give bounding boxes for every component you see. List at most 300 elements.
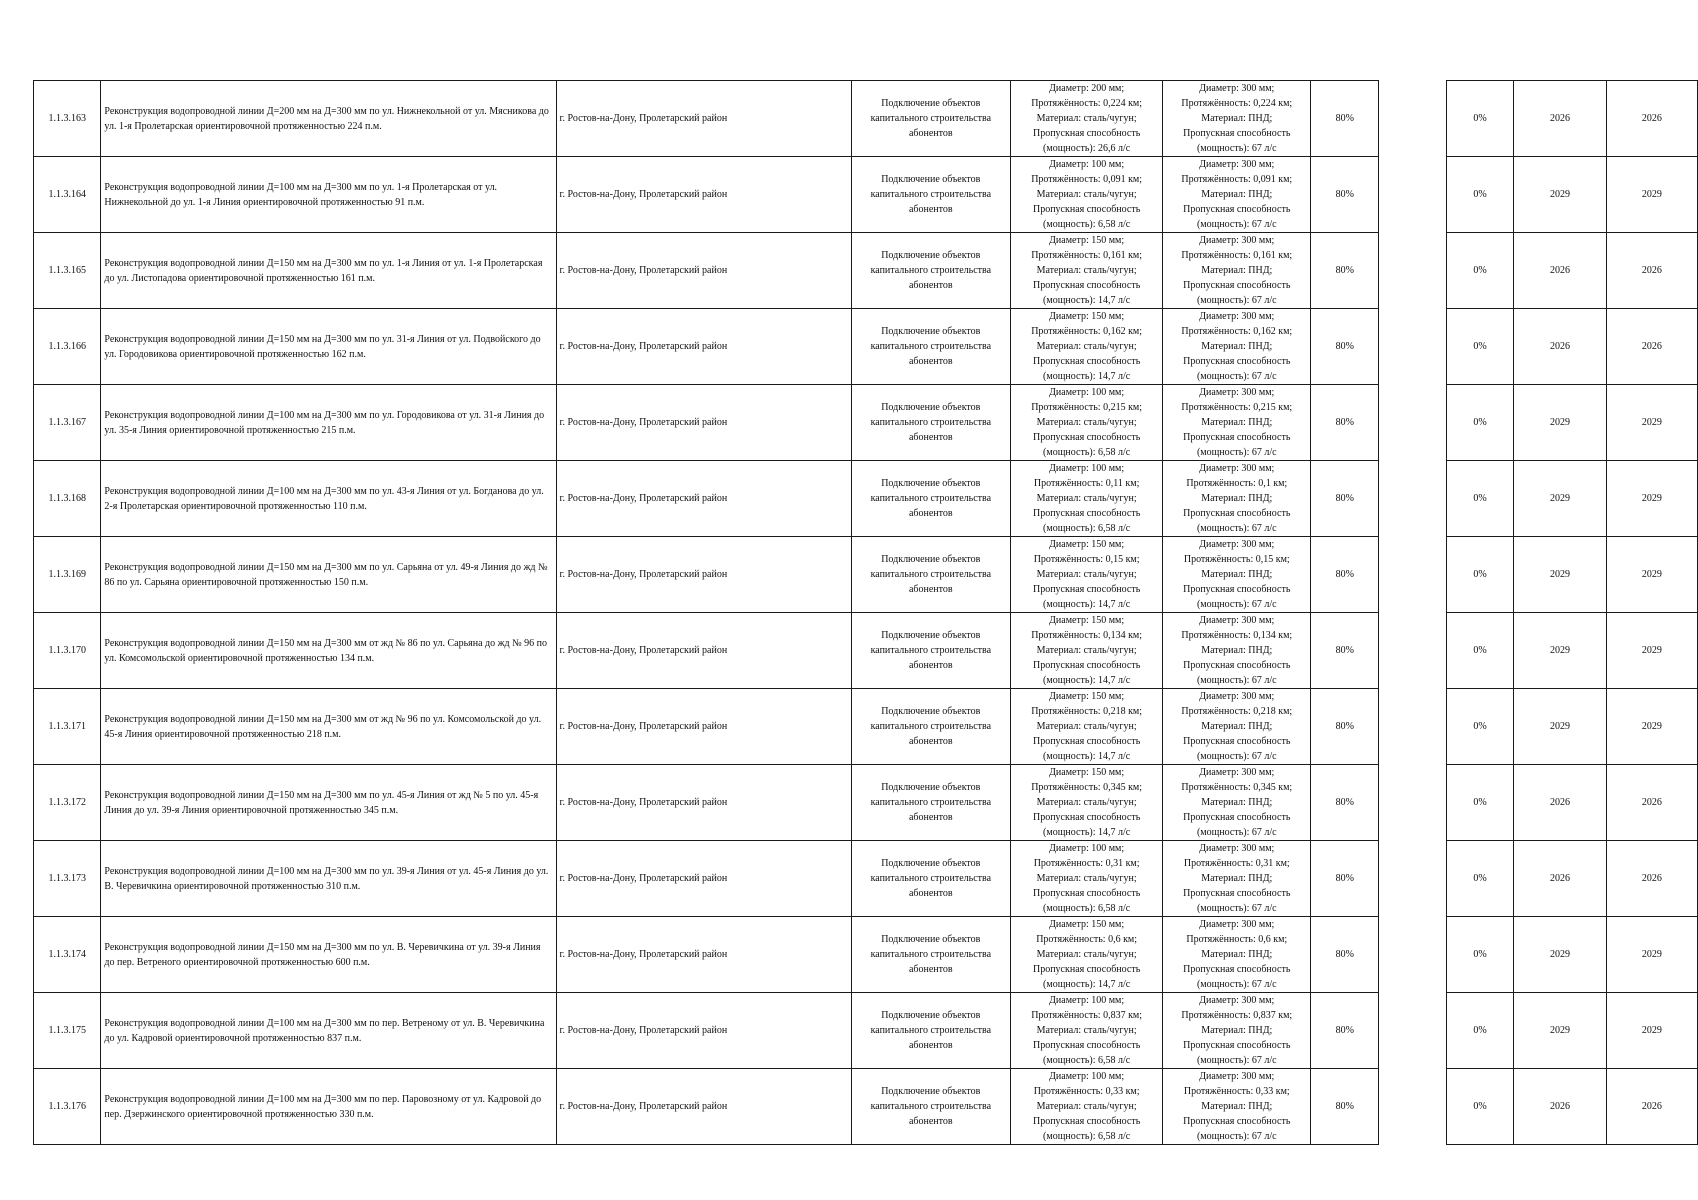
parameter-line: Диаметр: 200 мм; — [1049, 83, 1125, 94]
parameter-line: (мощность): 14,7 л/с — [1043, 371, 1131, 382]
column-gap — [1379, 157, 1446, 233]
parameter-line: Диаметр: 100 мм; — [1049, 1071, 1125, 1082]
parameter-line: Пропускная способность — [1183, 736, 1291, 747]
parameter-line: Материал: сталь/чугун; — [1036, 721, 1137, 732]
year-end: 2026 — [1606, 841, 1697, 917]
column-gap — [1379, 993, 1446, 1069]
parameter-line: (мощность): 67 л/с — [1196, 219, 1277, 230]
project-purpose: Подключение объектов капитального строительства абонентов — [851, 537, 1011, 613]
wear-before: 80% — [1311, 233, 1379, 309]
parameter-line: Протяжённость: 0,091 км; — [1031, 174, 1143, 185]
parameter-line: Диаметр: 300 мм; — [1199, 767, 1275, 778]
parameter-line: (мощность): 6,58 л/с — [1043, 447, 1131, 458]
parameter-line: Материал: сталь/чугун; — [1036, 189, 1137, 200]
year-end: 2026 — [1606, 81, 1697, 157]
parameters-before — [1011, 689, 1163, 765]
parameter-line: (мощность): 14,7 л/с — [1043, 979, 1131, 990]
parameter-line: Пропускная способность — [1183, 812, 1291, 823]
parameter-line: (мощность): 26,6 л/с — [1043, 143, 1131, 154]
row-number: 1.1.3.171 — [34, 689, 101, 765]
project-location: г. Ростов-на-Дону, Пролетарский район — [556, 461, 851, 537]
parameter-line: Диаметр: 150 мм; — [1049, 311, 1125, 322]
parameters-before — [1011, 461, 1163, 537]
project-name: Реконструкция водопроводной линии Д=150 мм на Д=300 мм по ул. Сарьяна от ул. 49-я Линия до жд № 86 по ул. Сарьяна ориентировочной протяженностью 150 п.м. — [101, 537, 556, 613]
parameter-line: Пропускная способность — [1032, 280, 1141, 291]
project-name: Реконструкция водопроводной линии Д=100 мм на Д=300 мм по ул. 43-я Линия от ул. Богданова до ул. 2-я Пролетарская ориентировочной протяженностью 110 п.м. — [101, 461, 556, 537]
year-end: 2026 — [1606, 1069, 1697, 1145]
parameters-after — [1163, 841, 1311, 917]
project-purpose: Подключение объектов капитального строительства абонентов — [851, 81, 1011, 157]
parameter-line: (мощность): 67 л/с — [1196, 371, 1277, 382]
parameter-line: Протяжённость: 0,6 км; — [1186, 934, 1288, 945]
project-name: Реконструкция водопроводной линии Д=150 мм на Д=300 мм по ул. 1-я Линия от ул. 1-я Пролетарская до ул. Листопадова ориентировочной протяженностью 161 п.м. — [101, 233, 556, 309]
table-row — [34, 765, 1698, 841]
parameters-before — [1011, 993, 1163, 1069]
year-end: 2026 — [1606, 765, 1697, 841]
project-purpose: Подключение объектов капитального строительства абонентов — [851, 841, 1011, 917]
project-purpose: Подключение объектов капитального строительства абонентов — [851, 993, 1011, 1069]
parameters-before — [1011, 1069, 1163, 1145]
parameter-line: Пропускная способность — [1032, 584, 1141, 595]
parameters-after — [1163, 1069, 1311, 1145]
parameters-before — [1011, 917, 1163, 993]
parameter-line: Пропускная способность — [1183, 128, 1291, 139]
wear-after: 0% — [1446, 689, 1514, 765]
year-start: 2029 — [1514, 157, 1606, 233]
parameter-line: Протяжённость: 0,837 км; — [1031, 1010, 1143, 1021]
parameter-line: Материал: сталь/чугун; — [1036, 949, 1137, 960]
year-start: 2029 — [1514, 385, 1606, 461]
year-end: 2029 — [1606, 461, 1697, 537]
parameter-line: Протяжённость: 0,31 км; — [1033, 858, 1140, 869]
column-gap — [1379, 917, 1446, 993]
parameter-line: Протяжённость: 0,161 км; — [1181, 250, 1293, 261]
parameter-line: Пропускная способность — [1032, 1116, 1141, 1127]
parameter-line: Диаметр: 300 мм; — [1199, 919, 1275, 930]
project-purpose: Подключение объектов капитального строительства абонентов — [851, 917, 1011, 993]
parameter-line: (мощность): 6,58 л/с — [1043, 523, 1131, 534]
parameter-line: Материал: ПНД; — [1201, 1101, 1273, 1112]
parameters-after — [1163, 385, 1311, 461]
wear-before: 80% — [1311, 537, 1379, 613]
parameter-line: (мощность): 14,7 л/с — [1043, 599, 1131, 610]
project-purpose: Подключение объектов капитального строительства абонентов — [851, 765, 1011, 841]
project-name: Реконструкция водопроводной линии Д=100 мм на Д=300 мм по пер. Ветреному от ул. В. Черевичкина до ул. Кадровой ориентировочной протяженностью 837 п.м. — [101, 993, 556, 1069]
year-end: 2029 — [1606, 613, 1697, 689]
parameter-line: Пропускная способность — [1183, 204, 1291, 215]
parameter-line: Протяжённость: 0,6 км; — [1036, 934, 1138, 945]
project-name: Реконструкция водопроводной линии Д=100 мм на Д=300 мм по ул. 1-я Пролетарская от ул. Нижнекольной до ул. 1-я Линия ориентировочной протяженностью 91 п.м. — [101, 157, 556, 233]
parameter-line: Диаметр: 150 мм; — [1049, 235, 1125, 246]
row-number: 1.1.3.170 — [34, 613, 101, 689]
parameter-line: (мощность): 6,58 л/с — [1043, 219, 1131, 230]
parameter-line: Диаметр: 150 мм; — [1049, 767, 1125, 778]
parameter-line: Материал: ПНД; — [1201, 569, 1273, 580]
wear-before: 80% — [1311, 613, 1379, 689]
row-number: 1.1.3.174 — [34, 917, 101, 993]
project-name: Реконструкция водопроводной линии Д=100 мм на Д=300 мм по пер. Паровозному от ул. Кадровой до пер. Дзержинского ориентировочной протяженностью 330 п.м. — [101, 1069, 556, 1145]
parameter-line: Материал: ПНД; — [1201, 189, 1273, 200]
project-location: г. Ростов-на-Дону, Пролетарский район — [556, 841, 851, 917]
wear-after: 0% — [1446, 841, 1514, 917]
parameter-line: Диаметр: 300 мм; — [1199, 235, 1275, 246]
wear-after: 0% — [1446, 157, 1514, 233]
project-location: г. Ростов-на-Дону, Пролетарский район — [556, 613, 851, 689]
parameter-line: Пропускная способность — [1032, 660, 1141, 671]
parameter-line: (мощность): 6,58 л/с — [1043, 1055, 1131, 1066]
parameters-after — [1163, 613, 1311, 689]
year-end: 2026 — [1606, 233, 1697, 309]
wear-after: 0% — [1446, 1069, 1514, 1145]
parameter-line: Пропускная способность — [1032, 128, 1141, 139]
parameter-line: (мощность): 67 л/с — [1196, 979, 1277, 990]
parameter-line: Материал: ПНД; — [1201, 721, 1273, 732]
parameter-line: Пропускная способность — [1183, 356, 1291, 367]
parameter-line: (мощность): 67 л/с — [1196, 447, 1277, 458]
year-start: 2026 — [1514, 1069, 1606, 1145]
parameter-line: Пропускная способность — [1183, 1040, 1291, 1051]
parameter-line: Протяжённость: 0,224 км; — [1181, 98, 1293, 109]
row-number: 1.1.3.165 — [34, 233, 101, 309]
year-start: 2026 — [1514, 309, 1606, 385]
parameter-line: Протяжённость: 0,33 км; — [1033, 1086, 1140, 1097]
parameters-before — [1011, 309, 1163, 385]
parameters-after — [1163, 537, 1311, 613]
parameter-line: (мощность): 67 л/с — [1196, 751, 1277, 762]
project-name: Реконструкция водопроводной линии Д=200 мм на Д=300 мм по ул. Нижнекольной от ул. Мясникова до ул. 1-я Пролетарская ориентировочной протяженностью 224 п.м. — [101, 81, 556, 157]
parameter-line: Диаметр: 300 мм; — [1199, 1071, 1275, 1082]
parameters-after — [1163, 233, 1311, 309]
parameter-line: Пропускная способность — [1183, 508, 1291, 519]
parameter-line: Диаметр: 300 мм; — [1199, 387, 1275, 398]
parameter-line: Пропускная способность — [1183, 888, 1291, 899]
parameter-line: Материал: ПНД; — [1201, 873, 1273, 884]
table-body — [34, 81, 1698, 1145]
project-location: г. Ростов-на-Дону, Пролетарский район — [556, 993, 851, 1069]
project-name: Реконструкция водопроводной линии Д=150 мм на Д=300 мм по ул. 45-я Линия от жд № 5 по ул. 45-я Линия до ул. 39-я Линия ориентировочной протяженностью 345 п.м. — [101, 765, 556, 841]
parameter-line: Материал: ПНД; — [1201, 949, 1273, 960]
column-gap — [1379, 841, 1446, 917]
parameter-line: Протяжённость: 0,091 км; — [1181, 174, 1293, 185]
parameter-line: Материал: сталь/чугун; — [1036, 645, 1137, 656]
year-start: 2029 — [1514, 993, 1606, 1069]
parameter-line: Протяжённость: 0,215 км; — [1181, 402, 1293, 413]
parameter-line: Материал: сталь/чугун; — [1036, 341, 1137, 352]
project-location: г. Ростов-на-Дону, Пролетарский район — [556, 537, 851, 613]
parameter-line: Диаметр: 300 мм; — [1199, 843, 1275, 854]
parameter-line: Материал: сталь/чугун; — [1036, 265, 1137, 276]
parameter-line: Диаметр: 300 мм; — [1199, 995, 1275, 1006]
year-end: 2029 — [1606, 689, 1697, 765]
parameter-line: Пропускная способность — [1183, 964, 1291, 975]
parameter-line: Пропускная способность — [1032, 432, 1141, 443]
parameter-line: Протяжённость: 0,1 км; — [1186, 478, 1288, 489]
year-end: 2029 — [1606, 993, 1697, 1069]
parameters-before — [1011, 157, 1163, 233]
project-purpose: Подключение объектов капитального строительства абонентов — [851, 385, 1011, 461]
wear-before: 80% — [1311, 81, 1379, 157]
project-name: Реконструкция водопроводной линии Д=150 мм на Д=300 мм от жд № 96 по ул. Комсомольской до ул. 45-я Линия ориентировочной протяженностью 218 п.м. — [101, 689, 556, 765]
parameter-line: Диаметр: 100 мм; — [1049, 463, 1125, 474]
year-start: 2029 — [1514, 689, 1606, 765]
parameter-line: Пропускная способность — [1183, 584, 1291, 595]
row-number: 1.1.3.169 — [34, 537, 101, 613]
project-purpose: Подключение объектов капитального строительства абонентов — [851, 233, 1011, 309]
project-location: г. Ростов-на-Дону, Пролетарский район — [556, 81, 851, 157]
parameter-line: Диаметр: 100 мм; — [1049, 843, 1125, 854]
year-start: 2026 — [1514, 765, 1606, 841]
parameter-line: Диаметр: 300 мм; — [1199, 159, 1275, 170]
project-name: Реконструкция водопроводной линии Д=100 мм на Д=300 мм по ул. 39-я Линия от ул. 45-я Линия до ул. В. Черевичкина ориентировочной протяженностью 310 п.м. — [101, 841, 556, 917]
parameter-line: Пропускная способность — [1032, 736, 1141, 747]
table-row — [34, 157, 1698, 233]
parameters-before — [1011, 537, 1163, 613]
parameter-line: Протяжённость: 0,11 км; — [1033, 478, 1140, 489]
column-gap — [1379, 461, 1446, 537]
parameter-line: (мощность): 67 л/с — [1196, 675, 1277, 686]
parameters-before — [1011, 233, 1163, 309]
wear-after: 0% — [1446, 461, 1514, 537]
wear-before: 80% — [1311, 1069, 1379, 1145]
parameters-after — [1163, 81, 1311, 157]
parameter-line: Материал: сталь/чугун; — [1036, 1101, 1137, 1112]
parameters-after — [1163, 689, 1311, 765]
parameter-line: (мощность): 67 л/с — [1196, 1055, 1277, 1066]
parameter-line: Пропускная способность — [1183, 1116, 1291, 1127]
wear-after: 0% — [1446, 385, 1514, 461]
wear-before: 80% — [1311, 309, 1379, 385]
wear-before: 80% — [1311, 993, 1379, 1069]
row-number: 1.1.3.176 — [34, 1069, 101, 1145]
parameter-line: Материал: ПНД; — [1201, 113, 1273, 124]
parameters-before — [1011, 613, 1163, 689]
parameter-line: Протяжённость: 0,218 км; — [1031, 706, 1143, 717]
parameter-line: Протяжённость: 0,31 км; — [1183, 858, 1290, 869]
parameter-line: Протяжённость: 0,224 км; — [1031, 98, 1143, 109]
parameter-line: Пропускная способность — [1032, 812, 1141, 823]
year-start: 2029 — [1514, 613, 1606, 689]
parameter-line: Пропускная способность — [1032, 204, 1141, 215]
column-gap — [1379, 613, 1446, 689]
parameter-line: Протяжённость: 0,162 км; — [1031, 326, 1143, 337]
parameters-after — [1163, 157, 1311, 233]
table-row — [34, 233, 1698, 309]
wear-after: 0% — [1446, 81, 1514, 157]
parameter-line: Материал: сталь/чугун; — [1036, 873, 1137, 884]
parameter-line: Диаметр: 300 мм; — [1199, 691, 1275, 702]
parameter-line: (мощность): 14,7 л/с — [1043, 827, 1131, 838]
parameter-line: Диаметр: 150 мм; — [1049, 919, 1125, 930]
year-end: 2029 — [1606, 537, 1697, 613]
table-row — [34, 917, 1698, 993]
parameter-line: Пропускная способность — [1032, 964, 1141, 975]
table-row — [34, 993, 1698, 1069]
project-name: Реконструкция водопроводной линии Д=150 мм на Д=300 мм по ул. 31-я Линия от ул. Подвойского до ул. Городовикова ориентировочной протяженностью 162 п.м. — [101, 309, 556, 385]
parameter-line: Диаметр: 150 мм; — [1049, 691, 1125, 702]
table-row — [34, 461, 1698, 537]
column-gap — [1379, 689, 1446, 765]
table-row — [34, 1069, 1698, 1145]
parameter-line: Протяжённость: 0,218 км; — [1181, 706, 1293, 717]
parameter-line: Материал: ПНД; — [1201, 797, 1273, 808]
parameters-after — [1163, 993, 1311, 1069]
wear-after: 0% — [1446, 309, 1514, 385]
project-purpose: Подключение объектов капитального строительства абонентов — [851, 689, 1011, 765]
parameter-line: Протяжённость: 0,162 км; — [1181, 326, 1293, 337]
row-number: 1.1.3.172 — [34, 765, 101, 841]
parameters-before — [1011, 81, 1163, 157]
wear-before: 80% — [1311, 385, 1379, 461]
parameter-line: (мощность): 6,58 л/с — [1043, 903, 1131, 914]
wear-after: 0% — [1446, 993, 1514, 1069]
parameters-after — [1163, 917, 1311, 993]
parameter-line: Диаметр: 300 мм; — [1199, 311, 1275, 322]
parameter-line: Пропускная способность — [1032, 888, 1141, 899]
parameter-line: Материал: ПНД; — [1201, 265, 1273, 276]
project-purpose: Подключение объектов капитального строительства абонентов — [851, 309, 1011, 385]
year-start: 2029 — [1514, 917, 1606, 993]
parameter-line: (мощность): 14,7 л/с — [1043, 751, 1131, 762]
parameter-line: Диаметр: 100 мм; — [1049, 387, 1125, 398]
parameter-line: Пропускная способность — [1032, 508, 1141, 519]
row-number: 1.1.3.173 — [34, 841, 101, 917]
parameter-line: Протяжённость: 0,134 км; — [1181, 630, 1293, 641]
column-gap — [1379, 385, 1446, 461]
parameter-line: Материал: ПНД; — [1201, 645, 1273, 656]
year-end: 2029 — [1606, 157, 1697, 233]
parameter-line: Протяжённость: 0,161 км; — [1031, 250, 1143, 261]
parameters-before — [1011, 385, 1163, 461]
year-start: 2026 — [1514, 233, 1606, 309]
parameter-line: Протяжённость: 0,215 км; — [1031, 402, 1143, 413]
row-number: 1.1.3.163 — [34, 81, 101, 157]
parameter-line: Диаметр: 150 мм; — [1049, 539, 1125, 550]
project-location: г. Ростов-на-Дону, Пролетарский район — [556, 689, 851, 765]
year-end: 2029 — [1606, 917, 1697, 993]
year-start: 2029 — [1514, 537, 1606, 613]
project-location: г. Ростов-на-Дону, Пролетарский район — [556, 385, 851, 461]
table-row — [34, 81, 1698, 157]
project-location: г. Ростов-на-Дону, Пролетарский район — [556, 917, 851, 993]
year-start: 2029 — [1514, 461, 1606, 537]
year-start: 2026 — [1514, 81, 1606, 157]
parameters-before — [1011, 841, 1163, 917]
parameters-after — [1163, 461, 1311, 537]
parameter-line: Материал: ПНД; — [1201, 493, 1273, 504]
parameter-line: Диаметр: 300 мм; — [1199, 463, 1275, 474]
project-location: г. Ростов-на-Дону, Пролетарский район — [556, 765, 851, 841]
table-row — [34, 309, 1698, 385]
project-location: г. Ростов-на-Дону, Пролетарский район — [556, 233, 851, 309]
project-location: г. Ростов-на-Дону, Пролетарский район — [556, 157, 851, 233]
parameters-after — [1163, 765, 1311, 841]
year-end: 2026 — [1606, 309, 1697, 385]
project-location: г. Ростов-на-Дону, Пролетарский район — [556, 1069, 851, 1145]
column-gap — [1379, 233, 1446, 309]
parameter-line: (мощность): 67 л/с — [1196, 523, 1277, 534]
year-end: 2029 — [1606, 385, 1697, 461]
row-number: 1.1.3.166 — [34, 309, 101, 385]
parameter-line: Диаметр: 300 мм; — [1199, 83, 1275, 94]
parameter-line: Материал: сталь/чугун; — [1036, 493, 1137, 504]
parameter-line: (мощность): 67 л/с — [1196, 827, 1277, 838]
parameter-line: Диаметр: 150 мм; — [1049, 615, 1125, 626]
parameter-line: (мощность): 6,58 л/с — [1043, 1131, 1131, 1142]
column-gap — [1379, 537, 1446, 613]
parameter-line: Протяжённость: 0,345 км; — [1031, 782, 1143, 793]
row-number: 1.1.3.164 — [34, 157, 101, 233]
wear-before: 80% — [1311, 917, 1379, 993]
parameter-line: Протяжённость: 0,345 км; — [1181, 782, 1293, 793]
column-gap — [1379, 1069, 1446, 1145]
parameter-line: Материал: сталь/чугун; — [1036, 797, 1137, 808]
row-number: 1.1.3.175 — [34, 993, 101, 1069]
project-name: Реконструкция водопроводной линии Д=100 мм на Д=300 мм по ул. Городовикова от ул. 31-я Линия до ул. 35-я Линия ориентировочной протяженностью 215 п.м. — [101, 385, 556, 461]
parameter-line: Материал: ПНД; — [1201, 1025, 1273, 1036]
wear-after: 0% — [1446, 537, 1514, 613]
parameter-line: (мощность): 14,7 л/с — [1043, 675, 1131, 686]
project-purpose: Подключение объектов капитального строительства абонентов — [851, 613, 1011, 689]
project-location: г. Ростов-на-Дону, Пролетарский район — [556, 309, 851, 385]
wear-before: 80% — [1311, 841, 1379, 917]
row-number: 1.1.3.168 — [34, 461, 101, 537]
parameter-line: Материал: сталь/чугун; — [1036, 569, 1137, 580]
parameter-line: Протяжённость: 0,33 км; — [1183, 1086, 1290, 1097]
parameter-line: Пропускная способность — [1032, 1040, 1141, 1051]
parameter-line: Диаметр: 300 мм; — [1199, 615, 1275, 626]
row-number: 1.1.3.167 — [34, 385, 101, 461]
parameter-line: Протяжённость: 0,837 км; — [1181, 1010, 1293, 1021]
parameter-line: Пропускная способность — [1183, 660, 1291, 671]
column-gap — [1379, 309, 1446, 385]
parameter-line: (мощность): 67 л/с — [1196, 599, 1277, 610]
wear-before: 80% — [1311, 689, 1379, 765]
parameter-line: Протяжённость: 0,15 км; — [1183, 554, 1290, 565]
parameter-line: Диаметр: 100 мм; — [1049, 995, 1125, 1006]
wear-after: 0% — [1446, 765, 1514, 841]
project-purpose: Подключение объектов капитального строительства абонентов — [851, 1069, 1011, 1145]
parameter-line: (мощность): 67 л/с — [1196, 143, 1277, 154]
parameter-line: Пропускная способность — [1183, 280, 1291, 291]
wear-after: 0% — [1446, 917, 1514, 993]
parameters-after — [1163, 309, 1311, 385]
parameter-line: Диаметр: 100 мм; — [1049, 159, 1125, 170]
wear-before: 80% — [1311, 765, 1379, 841]
project-name: Реконструкция водопроводной линии Д=150 мм на Д=300 мм от жд № 86 по ул. Сарьяна до жд № 96 по ул. Комсомольской ориентировочной протяженностью 134 п.м. — [101, 613, 556, 689]
project-table — [33, 80, 1698, 1145]
parameter-line: (мощность): 67 л/с — [1196, 903, 1277, 914]
wear-before: 80% — [1311, 461, 1379, 537]
parameter-line: Протяжённость: 0,134 км; — [1031, 630, 1143, 641]
parameter-line: (мощность): 67 л/с — [1196, 1131, 1277, 1142]
wear-after: 0% — [1446, 613, 1514, 689]
parameter-line: (мощность): 67 л/с — [1196, 295, 1277, 306]
column-gap — [1379, 81, 1446, 157]
table-row — [34, 841, 1698, 917]
parameter-line: Пропускная способность — [1183, 432, 1291, 443]
parameter-line: Материал: ПНД; — [1201, 417, 1273, 428]
parameter-line: (мощность): 14,7 л/с — [1043, 295, 1131, 306]
project-purpose: Подключение объектов капитального строительства абонентов — [851, 157, 1011, 233]
project-name: Реконструкция водопроводной линии Д=150 мм на Д=300 мм по ул. В. Черевичкина от ул. 39-я Линия до пер. Ветреного ориентировочной протяженностью 600 п.м. — [101, 917, 556, 993]
parameter-line: Материал: сталь/чугун; — [1036, 417, 1137, 428]
parameter-line: Материал: сталь/чугун; — [1036, 113, 1137, 124]
parameter-line: Протяжённость: 0,15 км; — [1033, 554, 1140, 565]
parameter-line: Материал: сталь/чугун; — [1036, 1025, 1137, 1036]
table-row — [34, 689, 1698, 765]
table-row — [34, 537, 1698, 613]
wear-after: 0% — [1446, 233, 1514, 309]
